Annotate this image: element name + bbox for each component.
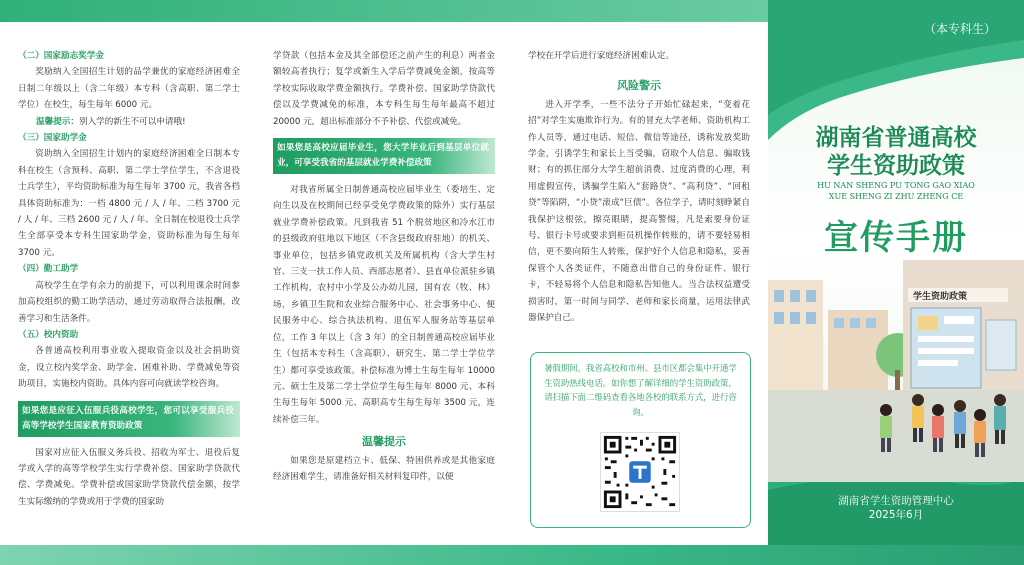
military-body: 国家对应征入伍服义务兵役、招收为军士、退役后复学或入学的高等学校学生实行学费补偿、国家助学贷款代偿、学费减免。学费补偿或国家助学贷款代偿金额，按学生实际缴纳的学费或用于学费的国家助 <box>18 447 240 507</box>
tip-label: 温馨提示： <box>36 116 79 127</box>
cover-panel <box>768 0 1024 545</box>
section-body-5: 各普通高校利用事业收入提取资金以及社会捐助资金，设立校内奖学金、助学金、困难补助、学费减免等资助项目，实施校内资助。具体内容可向就读学校咨询。 <box>18 346 240 390</box>
hotline-notice-text: 暑假期间，我省高校和市州、县市区都会集中开通学生资助热线电话。如你想了解详细的学生资助政策，请扫描下面二维码查看各地各校的联系方式，进行咨询。 <box>544 363 737 417</box>
section-body-2: 奖励纳入全国招生计划的品学兼优的家庭经济困难全日制二年级以上（含二年级）本专科（含高职、第二学士学位）在校生，每生每年 6000 元。 <box>18 67 240 111</box>
column-2-top-text: 学贷款（包括本金及其全部偿还之前产生的利息）两者金额较高者执行；复学或新生入学后学费减免金额，按高等学校实际收取学费金额执行。学费补偿、国家助学贷款代偿以及学费减免的标准，本专科生每生每年最高不超过 20000 元，超出标准部分不予补偿、代偿或减免。 <box>273 51 495 127</box>
section-title-5: （五）校内资助 <box>18 329 79 340</box>
warm-tip-body: 如果您是原建档立卡、低保、特困供养或是其他家庭经济困难学生，请准备好相关材料复印件，以便 <box>273 455 495 482</box>
grassroots-body: 对我省所属全日制普通高校应届毕业生（委培生、定向生以及在校期间已经享受免学费政策的除外）实行基层就业学费补偿政策。凡到我省 51 个脱贫地区和冷水江市的县级政府驻地以下地区（不含县级政府驻地）的机关、事业单位，包括乡镇党政机关及所属机构（含大学生村官、三支一扶工作人员、西部志愿者）、县直单位派驻乡镇工作机构，农村中小学及公办幼儿园，国有农（牧、林）场，乡镇卫生院和农业综合服务中心、社会事务中心、便民服务中心、综合执法机构、退伍军人服务站等基层单位，工作 3 年以上（含 3 年）的全日制普通高校应届毕业生（包括本专科生（含高职）、研究生、第二学士学位学生）都可享受该政策。补偿标准为博士生每生每年 10000 元、硕士生及第二学士学位学生每生每年 8000 元、本科生每生每年 5000 元、高职高专生每生每年 3500 元，连续补偿三年。 <box>273 185 495 425</box>
publisher-block <box>768 494 1024 522</box>
cover-title-line-2: 学生资助政策 <box>827 152 965 179</box>
column-3-top-text: 学校在开学后进行家庭经济困难认定。 <box>528 51 675 61</box>
section-title-3: （三）国家助学金 <box>18 133 87 144</box>
section-body-4: 高校学生在学有余力的前提下，可以利用课余时间参加高校组织的勤工助学活动，通过劳动取得合法报酬，改善学习和生活条件。 <box>18 280 240 324</box>
qr-code-icon[interactable] <box>600 432 680 512</box>
campus-students-illustration <box>768 260 1024 482</box>
cover-title <box>768 124 1024 180</box>
risk-warning-body: 进入开学季，一些不法分子开始忙碌起来，“变着花招”对学生实施欺诈行为。有的冒充大学老师、资助机构工作人员等，通过电话、短信、微信等途径，诱称发放奖助学金，引诱学生和家长上当受骗，窃取个人信息、骗取钱财；有的抓住部分大学生超前消费、过度消费的心理，利用虚假宣传，诱骗学生陷入“套路贷”、“高利贷”、“回租贷”等陷阱，“小贷”滚成“巨债”。各位学子，请时刻睁紧自我保护这根弦，擦亮眼睛，提高警惕，凡是索要身份证号、银行卡号或要求到柜员机操作转账的，请不要轻易相信，更不要向陌生人转账，保护好个人信息和隐私，妥善保管个人各类证件，不随意出借自己的身份证件、银行卡，不轻易将个人信息和隐私告知他人。当合法权益遭受损害时，第一时间与同学、老师和家长商量，运用法律武器保护自己。 <box>528 99 750 324</box>
grassroots-band-heading: 如果您是高校应届毕业生，您大学毕业后到基层单位就业，可享受我省的基层就业学费补偿政策 <box>273 138 495 174</box>
section-title-2: （二）国家励志奖学金 <box>18 51 104 61</box>
military-band-heading: 如果您是应征入伍服兵役高校学生，您可以享受服兵役高等学校学生国家教育资助政策 <box>18 401 240 437</box>
tip-text: 别入学的新生不可以申请哦! <box>78 116 186 127</box>
audience-tag: （本专科生） <box>923 22 996 36</box>
publisher-name: 湖南省学生资助管理中心 <box>838 495 954 507</box>
publish-date: 2025年6月 <box>868 509 924 521</box>
bottom-green-bar <box>0 545 1024 565</box>
section-title-4: （四）勤工助学 <box>18 264 79 275</box>
cover-title-line-1: 湖南省普通高校 <box>815 124 977 151</box>
column-1 <box>18 48 240 548</box>
cover-pinyin-line-2: XUE SHENG ZI ZHU ZHENG CE <box>828 192 964 201</box>
cover-pinyin <box>768 180 1024 202</box>
warm-tip-title: 温馨提示 <box>362 435 406 449</box>
board-sign-text: 学生资助政策 <box>913 292 968 302</box>
risk-warning-title: 风险警示 <box>617 79 661 93</box>
cover-big-title: 宣传手册 <box>824 218 968 258</box>
cover-pinyin-line-1: HU NAN SHENG PU TONG GAO XIAO <box>817 181 975 190</box>
tip-line <box>18 114 240 130</box>
section-body-3: 资助纳入全国招生计划内的家庭经济困难全日制本专科在校生（含预科、高职、第二学士学位学生，不含退役士兵学生），平均资助标准为每生每年 3700 元，我省各档具体资助标准为：一档 4800 元 / 人 / 年、二档 3700 元 / 人 / 年、三档 2600 元 / 人 / 年。全日制在校退役士兵学生全部享受本专科生国家助学金，资助标准为每生每年 3700 元。 <box>18 149 240 258</box>
column-2 <box>273 48 495 548</box>
